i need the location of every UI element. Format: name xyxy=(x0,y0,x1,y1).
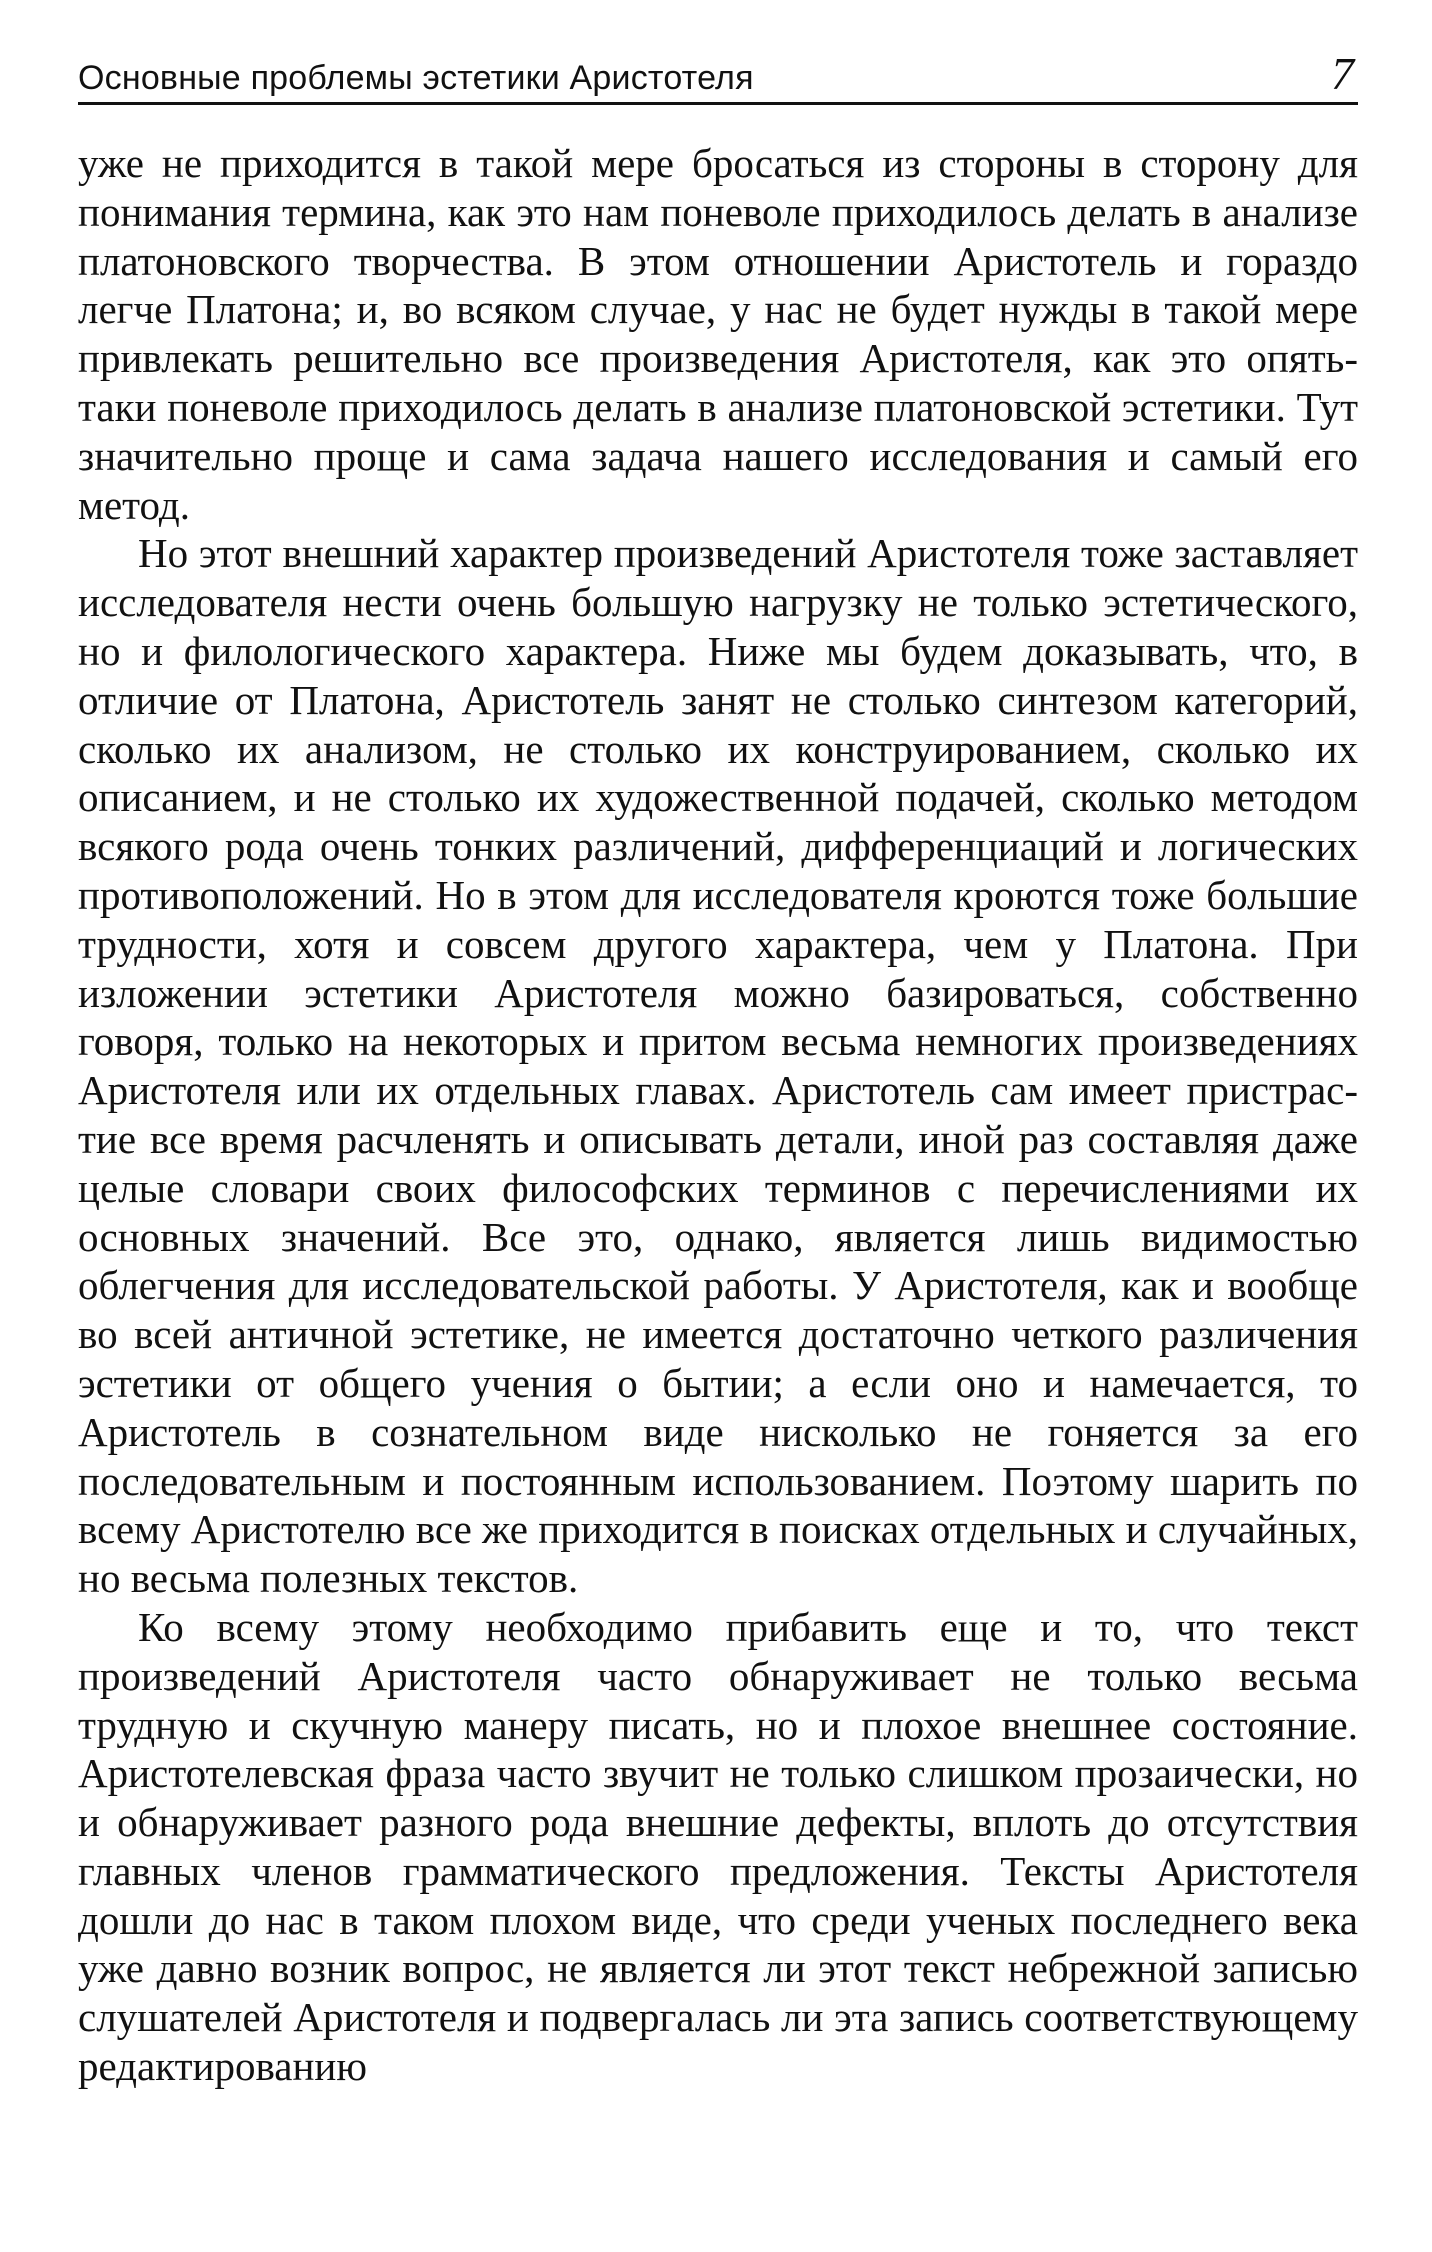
page-number: 7 xyxy=(1331,48,1354,99)
text-body xyxy=(78,139,1358,2091)
paragraph-continued: уже не приходится в такой мере бросаться из стороны в сторону для понимания термина, как это нам поневоле приходилось делать в анализе платоновского творчества. В этом отношении Аристотель и гораздо легче Платона; и, во всяком случае, у нас не будет нужды в такой мере привлекать решительно все произведения Аристотеля, как это опять-таки поневоле приходилось делать в анализе платоновской эстетики. Тут значительно проще и сама задача нашего исследования и самый его метод. xyxy=(78,140,1358,528)
running-header xyxy=(78,40,1358,105)
paragraph: Но этот внешний характер произведений Аристотеля тоже заставляет исследователя нести очень большую нагрузку не только эстетического, но и филологического характера. Ниже мы будем доказывать, что, в отличие от Платона, Аристотель занят не столько синтезом категорий, сколько их анализом, не столько их конструированием, сколько их описанием, и не столько их художественной подачей, сколько методом всякого рода очень тонких различений, дифференциаций и логических противоположений. Но в этом для исследователя кроются тоже большие трудности, хотя и совсем другого характера, чем у Платона. При изложении эстетики Аристотеля можно базироваться, собственно говоря, только на некоторых и притом весьма немногих произведениях Аристотеля или их отдельных главах. Аристотель сам имеет пристрастие все время расчленять и описывать детали, иной раз составляя даже целые словари своих философских терминов с перечислениями их основных значений. Все это, однако, является лишь видимостью облегчения для исследовательской работы. У Аристотеля, как и вообще во всей античной эстетике, не имеется достаточно четкого различения эстетики от общего учения о бытии; а если оно и намечается, то Аристотель в сознательном виде нисколько не гоняется за его последовательным и постоянным использованием. Поэтому шарить по всему Аристотелю все же приходится в поисках отдельных и случайных, но весьма полезных текстов. xyxy=(78,530,1358,1602)
paragraph: Ко всему этому необходимо прибавить еще и то, что текст произведений Аристотеля часто обнаруживает не только весьма трудную и скучную манеру писать, но и плохое внешнее состояние. Аристотелевская фраза часто звучит не только слишком прозаически, но и обнаруживает разного рода внешние дефекты, вплоть до отсутствия главных членов грамматического предложения. Тексты Аристотеля дошли до нас в таком плохом виде, что среди ученых последнего века уже давно возник вопрос, не является ли этот текст небрежной записью слушателей Аристотеля и подвергалась ли эта запись соответствующему редактированию xyxy=(78,1603,1358,2090)
running-title: Основные проблемы эстетики Аристотеля xyxy=(78,59,754,97)
book-page xyxy=(78,40,1358,2220)
